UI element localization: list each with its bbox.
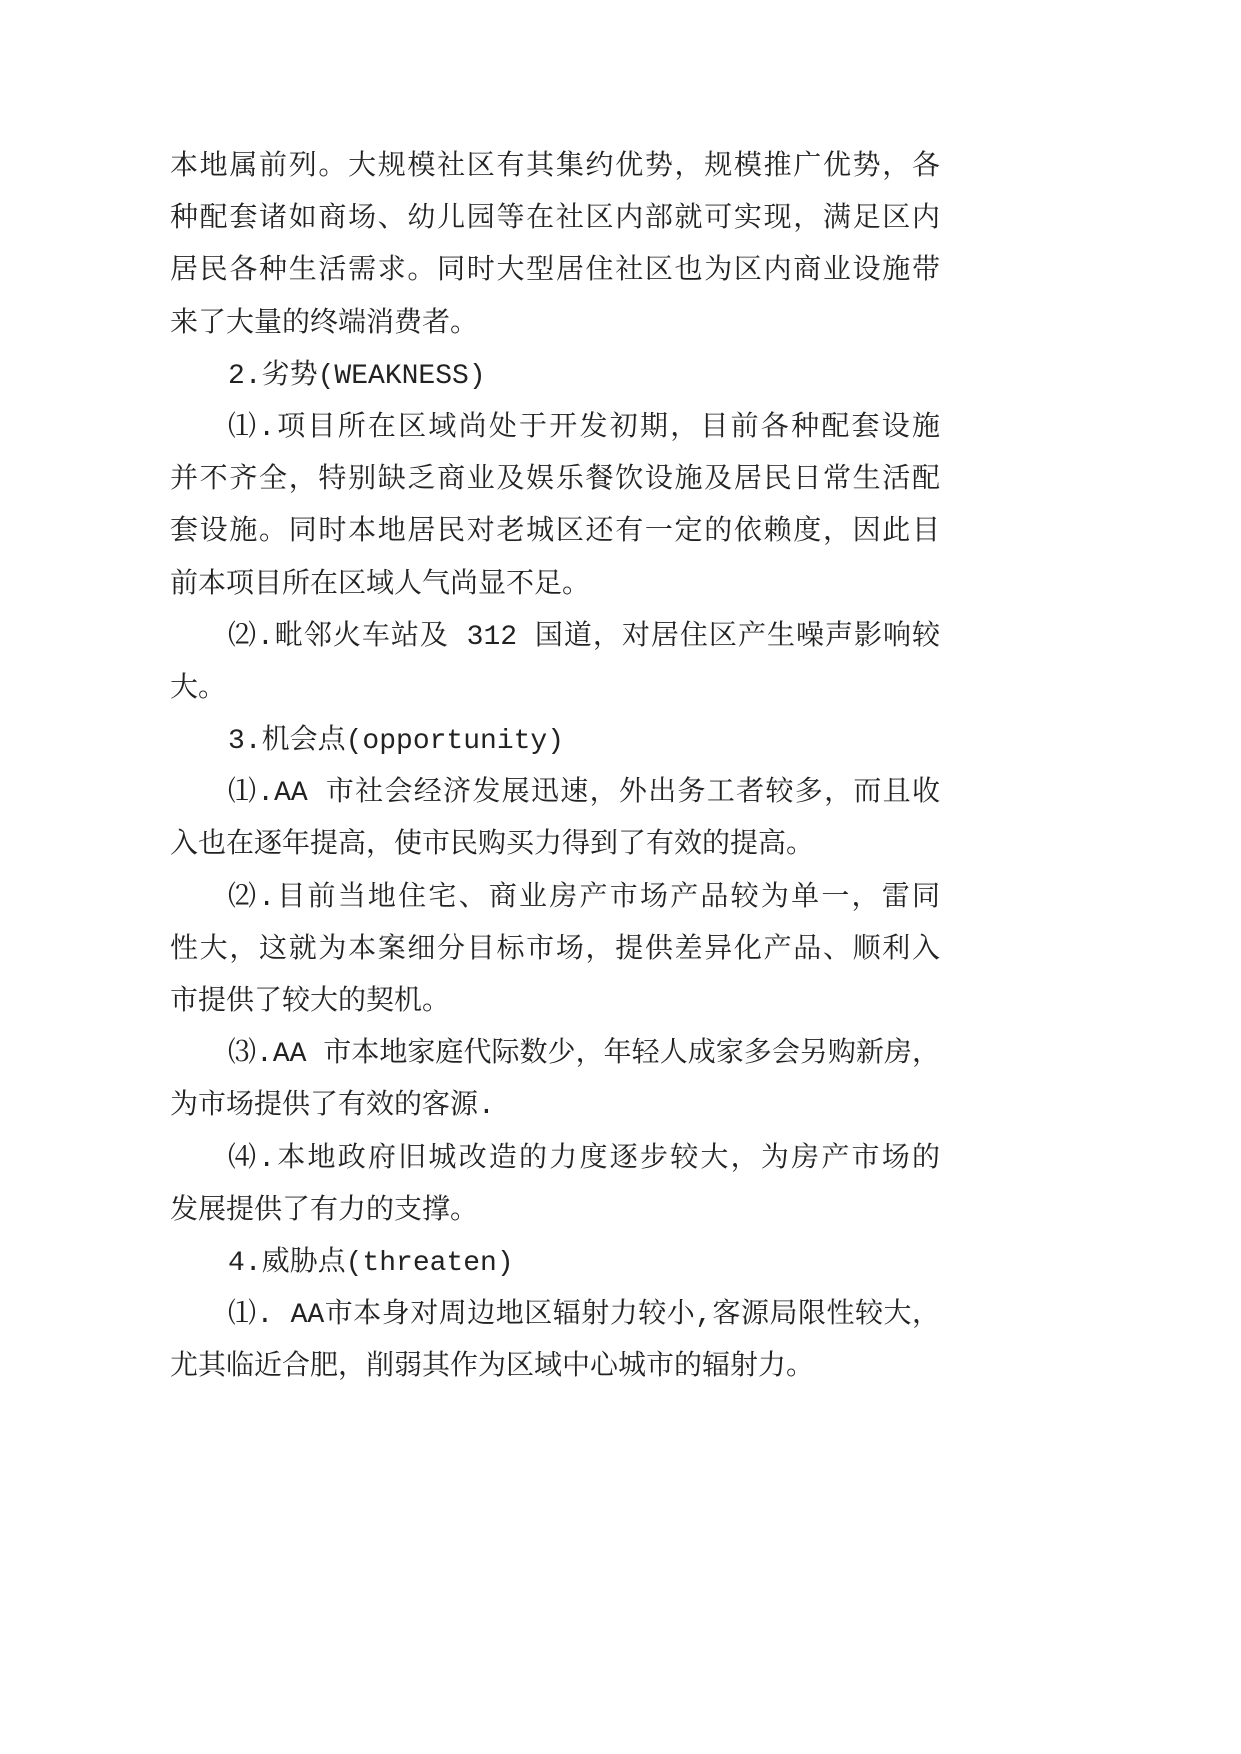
text-line: ⑷.本地政府旧城改造的力度逐步较大，为房产市场的 <box>228 1143 940 1175</box>
text-line: 并不齐全，特别缺乏商业及娱乐餐饮设施及居民日常生活配 <box>170 465 940 497</box>
heading-text: 4.威胁点(threaten) <box>228 1247 514 1279</box>
text-line: 尤其临近合肥，削弱其作为区域中心城市的辐射力。 <box>170 1352 815 1384</box>
text-line: 性大，这就为本案细分目标市场，提供差异化产品、顺利入 <box>170 934 940 966</box>
text-line: ⑶.AA 市本地家庭代际数少，年轻人成家多会另购新房， <box>228 1039 940 1071</box>
text-line: 种配套诸如商场、幼儿园等在社区内部就可实现，满足区内 <box>170 204 940 236</box>
paragraph-weakness-item-1 <box>170 403 940 612</box>
text-line: 市提供了较大的契机。 <box>170 987 451 1018</box>
text-line: 发展提供了有力的支撑。 <box>170 1195 479 1227</box>
text-line: 为市场提供了有效的客源. <box>170 1091 495 1123</box>
text-line: 前本项目所在区域人气尚显不足。 <box>170 569 591 601</box>
section-heading-weakness <box>170 351 940 403</box>
paragraph-continued <box>170 142 940 351</box>
text-line: ⑴.项目所在区域尚处于开发初期，目前各种配套设施 <box>228 412 940 444</box>
text-line: 居民各种生活需求。同时大型居住社区也为区内商业设施带 <box>170 256 940 288</box>
text-line: 来了大量的终端消费者。 <box>170 308 479 340</box>
text-line: ⑵.毗邻火车站及 312 国道，对居住区产生噪声影响较 <box>228 621 940 653</box>
paragraph-weakness-item-2 <box>170 612 940 716</box>
text-line: 入也在逐年提高，使市民购买力得到了有效的提高。 <box>170 830 815 862</box>
text-line: 套设施。同时本地居民对老城区还有一定的依赖度，因此目 <box>170 517 940 549</box>
document-body <box>170 142 940 1395</box>
paragraph-opportunity-item-3 <box>170 1029 940 1133</box>
paragraph-opportunity-item-4 <box>170 1134 940 1238</box>
paragraph-opportunity-item-1 <box>170 768 940 872</box>
text-line: 大。 <box>170 673 227 705</box>
heading-text: 2.劣势(WEAKNESS) <box>228 360 486 392</box>
text-line: 本地属前列。大规模社区有其集约优势，规模推广优势，各 <box>170 152 940 183</box>
section-heading-threat <box>170 1238 940 1290</box>
paragraph-threat-item-1 <box>170 1290 940 1394</box>
paragraph-opportunity-item-2 <box>170 873 940 1030</box>
text-line: ⑴.AA 市社会经济发展迅速，外出务工者较多，而且收 <box>228 778 940 810</box>
text-line: ⑵.目前当地住宅、商业房产市场产品较为单一，雷同 <box>228 882 940 914</box>
text-line: ⑴. AA市本身对周边地区辐射力较小,客源局限性较大， <box>228 1300 940 1332</box>
section-heading-opportunity <box>170 716 940 768</box>
heading-text: 3.机会点(opportunity) <box>228 726 565 758</box>
